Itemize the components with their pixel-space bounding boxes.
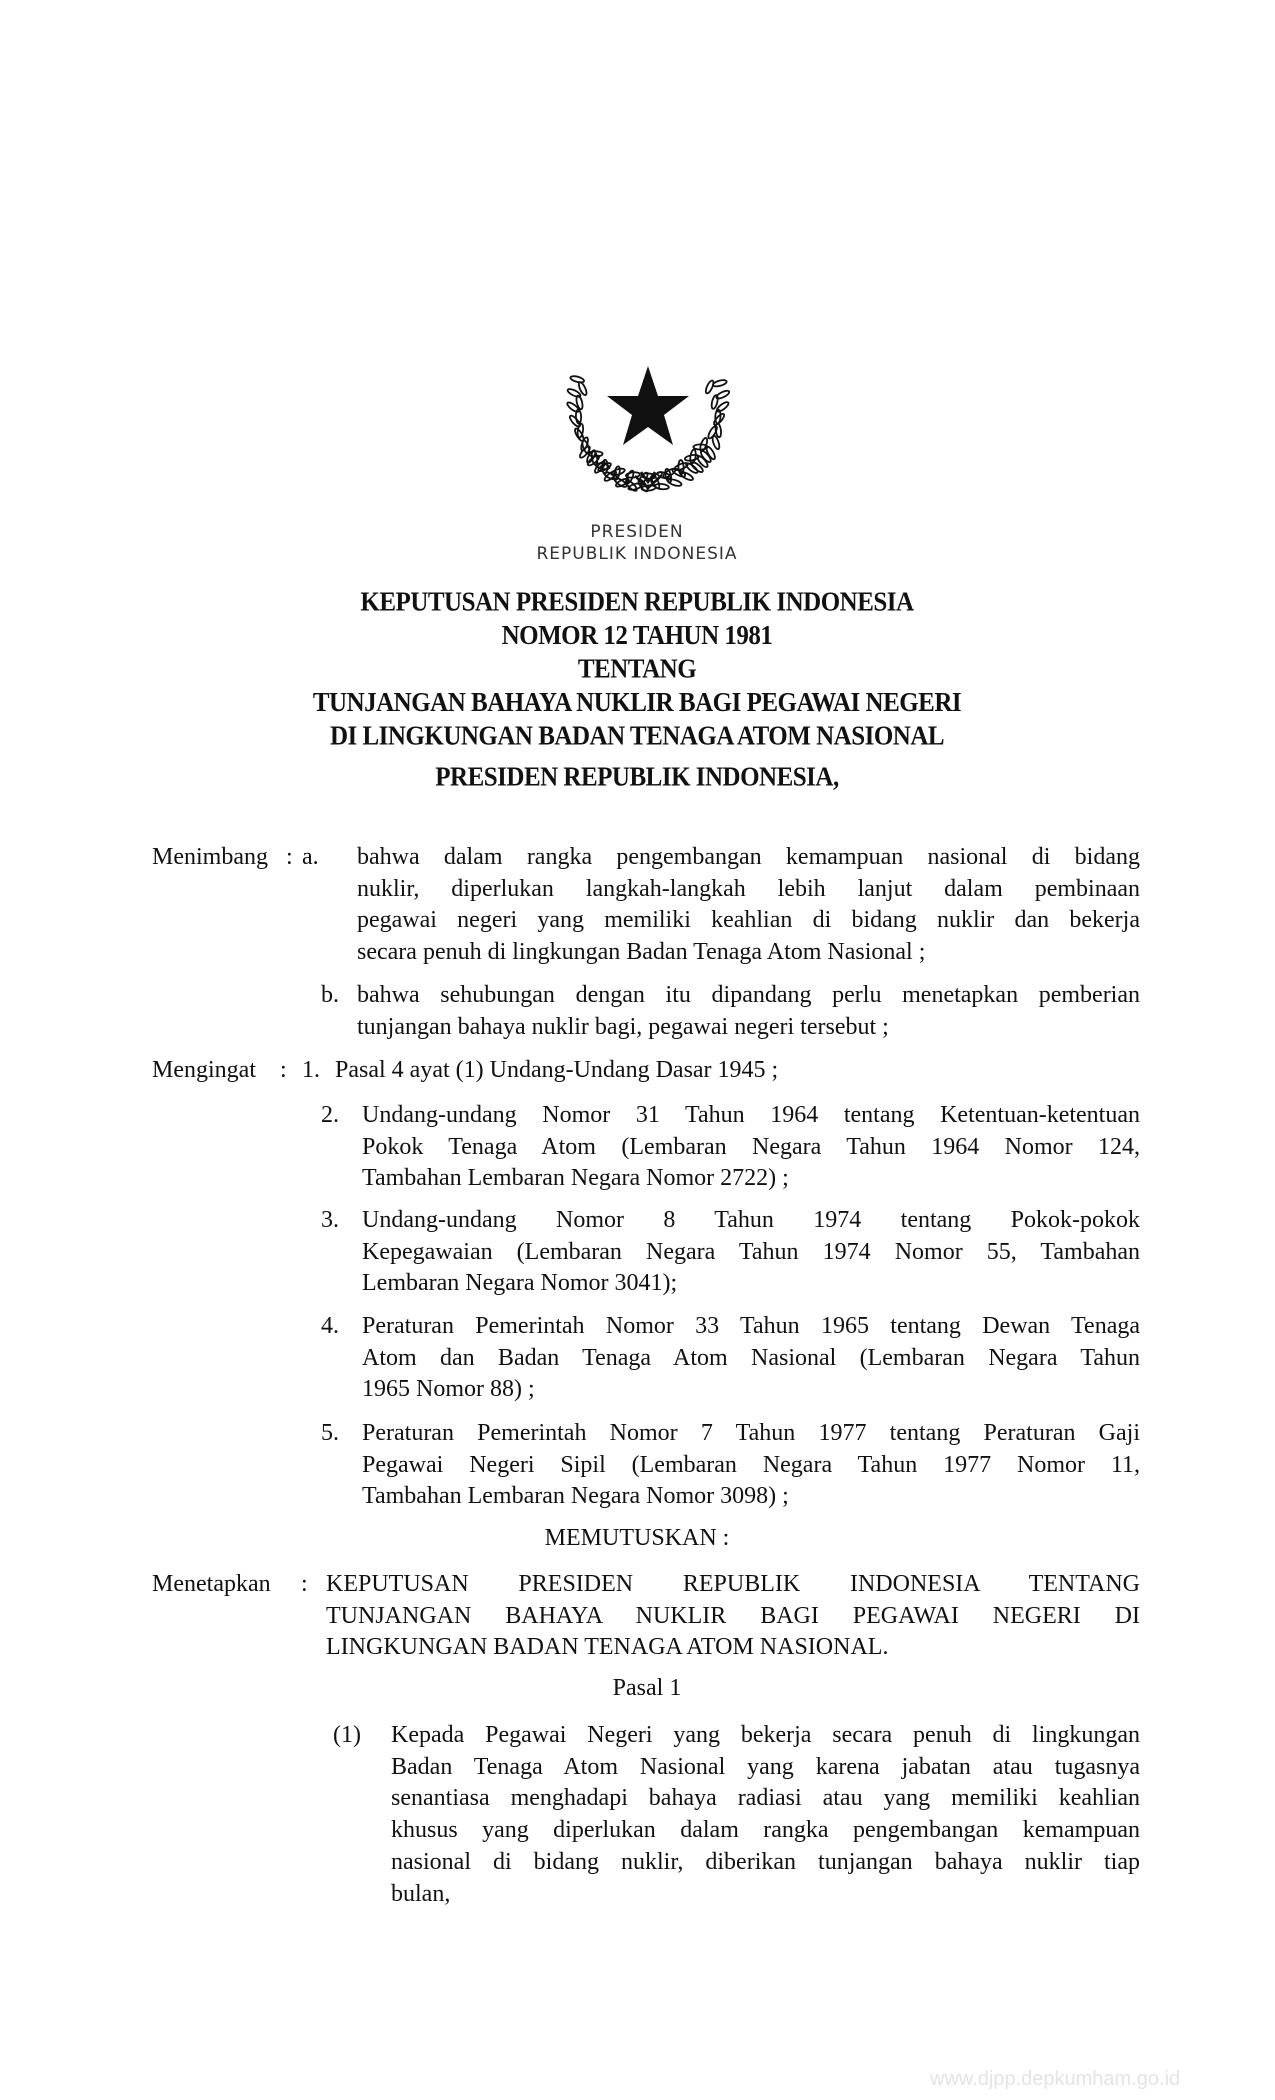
title-line: TUNJANGAN BAHAYA NUKLIR BAGI PEGAWAI NEGERI — [312, 688, 962, 718]
text-line: nasional di bidang nuklir, diberikan tunjangan bahaya nuklir tiap — [391, 1848, 1140, 1875]
leaf-icon — [566, 401, 580, 414]
text-line: Kepada Pegawai Negeri yang bekerja secara penuh di lingkungan — [391, 1722, 1140, 1748]
menetapkan-colon: : — [301, 1571, 308, 1597]
title-line: DI LINGKUNGAN BADAN TENAGA ATOM NASIONAL — [329, 721, 945, 752]
text-line: TUNJANGAN BAHAYA NUKLIR BAGI PEGAWAI NEGERI DI — [326, 1602, 1140, 1629]
text-line: LINGKUNGAN BADAN TENAGA ATOM NASIONAL. — [326, 1634, 889, 1661]
mengingat-marker-4: 4. — [321, 1313, 339, 1339]
mengingat-item-2 — [362, 1100, 1140, 1195]
text-line: Pegawai Negeri Sipil (Lembaran Negara Tahun 1977 Nomor 11, — [362, 1451, 1140, 1478]
leaf-icon — [704, 379, 715, 394]
mengingat-marker-1: 1. — [302, 1057, 320, 1083]
text-line: 1965 Nomor 88) ; — [362, 1376, 535, 1403]
mengingat-marker-2: 2. — [321, 1102, 339, 1128]
text-line: bahwa dalam rangka pengembangan kemampuan nasional di bidang — [357, 844, 1140, 870]
text-line: nuklir, diperlukan langkah-langkah lebih lanjut dalam pembinaan — [357, 875, 1140, 902]
mengingat-label: Mengingat — [152, 1057, 256, 1083]
title-line: KEPUTUSAN PRESIDEN REPUBLIK INDONESIA — [360, 587, 914, 618]
menimbang-colon: : — [286, 844, 293, 870]
star-icon — [607, 366, 689, 445]
text-line: Atom dan Badan Tenaga Atom Nasional (Lembaran Negara Tahun — [362, 1344, 1140, 1371]
menimbang-marker-a: a. — [302, 844, 319, 870]
text-line: khusus yang diperlukan dalam rangka pengembangan kemampuan — [391, 1817, 1140, 1844]
text-line: bahwa sehubungan dengan itu dipandang perlu menetapkan pemberian — [357, 982, 1140, 1008]
watermark: www.djpp.depkumham.go.id — [930, 2068, 1181, 2090]
ayat-1-marker: (1) — [333, 1722, 361, 1748]
text-line: secara penuh di lingkungan Badan Tenaga Atom Nasional ; — [357, 939, 926, 966]
text-line: Peraturan Pemerintah Nomor 33 Tahun 1965 tentang Dewan Tenaga — [362, 1313, 1140, 1339]
mengingat-item-5 — [362, 1418, 1140, 1513]
text-line: bulan, — [391, 1880, 451, 1907]
ayat-1-text — [391, 1720, 1140, 1910]
text-line: Undang-undang Nomor 31 Tahun 1964 tentang Ketentuan-ketentuan — [362, 1102, 1140, 1128]
presidential-emblem-icon — [565, 326, 731, 494]
text-line: Undang-undang Nomor 8 Tahun 1974 tentang Pokok-pokok — [362, 1207, 1140, 1233]
pasal-1-heading: Pasal 1 — [612, 1675, 682, 1701]
menetapkan-text — [326, 1569, 1140, 1664]
title-line: NOMOR 12 TAHUN 1981 — [501, 621, 773, 651]
memutuskan-heading: MEMUTUSKAN : — [544, 1525, 730, 1551]
text-line: Kepegawaian (Lembaran Negara Tahun 1974 Nomor 55, Tambahan — [362, 1238, 1140, 1265]
text-line: pegawai negeri yang memiliki keahlian di bidang nuklir dan bekerja — [357, 907, 1140, 934]
title-line: TENTANG — [577, 654, 697, 685]
text-line: Tambahan Lembaran Negara Nomor 3098) ; — [362, 1483, 789, 1510]
menimbang-item-a — [357, 842, 1140, 969]
text-line: Lembaran Negara Nomor 3041); — [362, 1270, 678, 1297]
menimbang-item-b — [357, 980, 1140, 1043]
president-heading: PRESIDEN REPUBLIK INDONESIA, — [435, 762, 839, 793]
leaf-icon — [611, 467, 626, 476]
seal-text-republik: REPUBLIK INDONESIA — [536, 544, 738, 564]
text-line: senantiasa menghadapi bahaya radiasi atau yang memiliki keahlian — [391, 1785, 1140, 1812]
text-line: Badan Tenaga Atom Nasional yang karena jabatan atau tugasnya — [391, 1753, 1140, 1780]
document-title — [237, 586, 1037, 753]
menimbang-marker-b: b. — [321, 982, 339, 1008]
text-line: tunjangan bahaya nuklir bagi, pegawai negeri tersebut ; — [357, 1013, 889, 1040]
mengingat-marker-3: 3. — [321, 1207, 339, 1233]
text-line: KEPUTUSAN PRESIDEN REPUBLIK INDONESIA TENTANG — [326, 1571, 1140, 1597]
mengingat-marker-5: 5. — [321, 1420, 339, 1446]
text-line: Peraturan Pemerintah Nomor 7 Tahun 1977 tentang Peraturan Gaji — [362, 1420, 1140, 1446]
text-line: Pasal 4 ayat (1) Undang-Undang Dasar 1945 ; — [335, 1057, 779, 1083]
text-line: Pokok Tenaga Atom (Lembaran Negara Tahun 1964 Nomor 124, — [362, 1133, 1140, 1160]
mengingat-item-1 — [335, 1055, 1140, 1087]
menimbang-label: Menimbang — [152, 844, 268, 870]
text-line: Tambahan Lembaran Negara Nomor 2722) ; — [362, 1165, 789, 1192]
seal-text-presiden: PRESIDEN — [590, 522, 684, 542]
mengingat-item-3 — [362, 1205, 1140, 1300]
mengingat-colon: : — [280, 1057, 287, 1083]
leaf-icon — [715, 389, 730, 400]
mengingat-item-4 — [362, 1311, 1140, 1406]
menetapkan-label: Menetapkan — [152, 1571, 271, 1597]
leaf-icon — [712, 379, 727, 388]
